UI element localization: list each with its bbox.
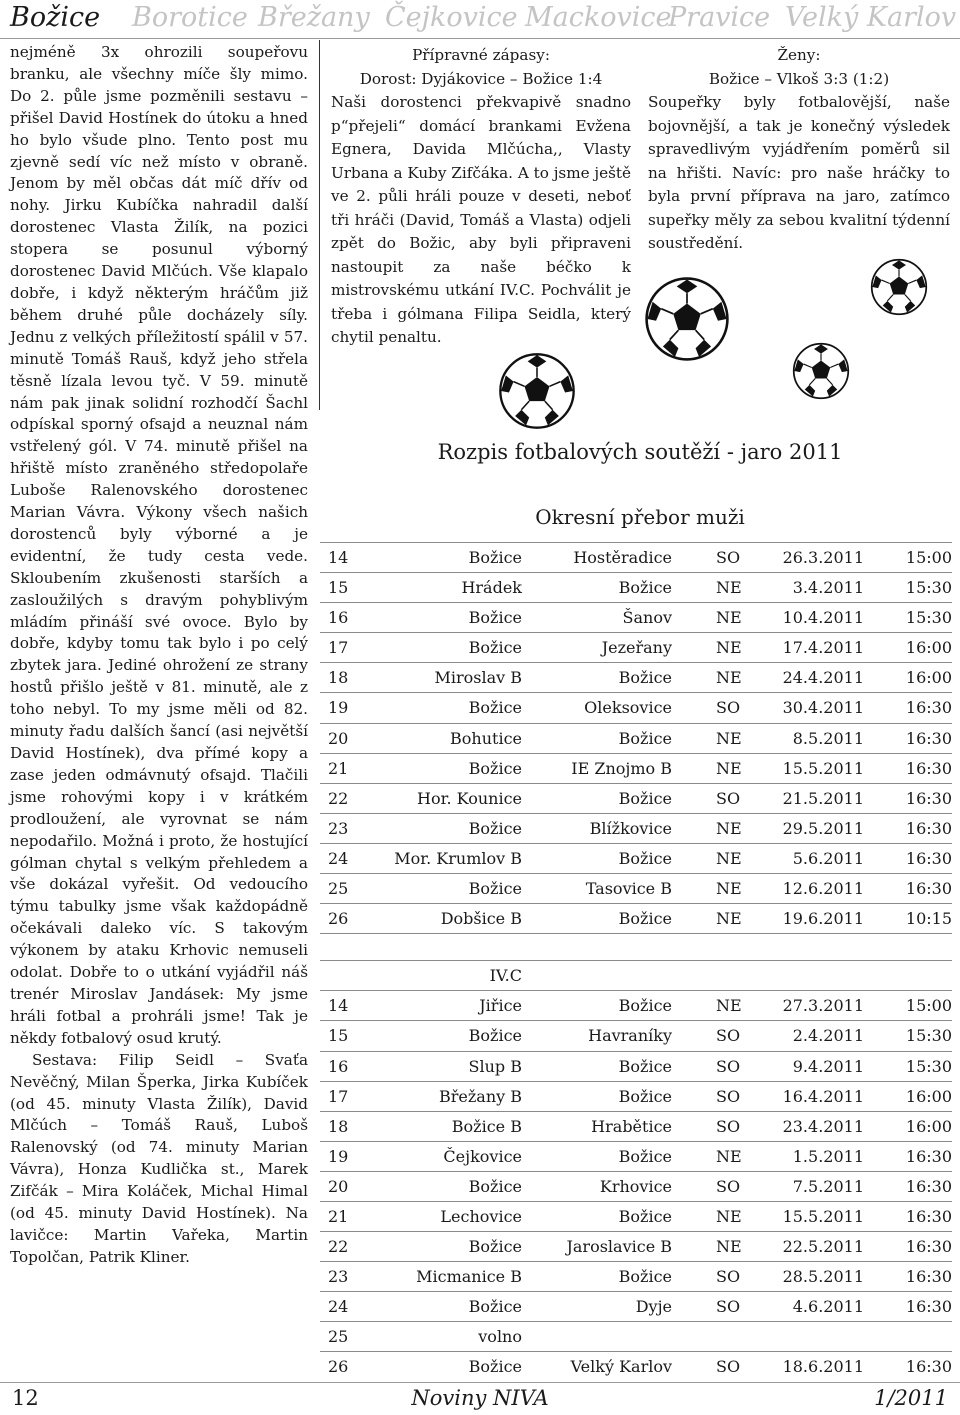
header-village-mackovice: Mackovice	[525, 2, 672, 33]
table-gap-row	[320, 934, 952, 961]
kickoff-time: 15:30	[905, 578, 952, 598]
table-row	[320, 844, 952, 874]
table-row	[320, 814, 952, 844]
round-number: 22	[328, 788, 349, 808]
home-team: Božice	[468, 758, 522, 778]
match-date: 3.4.2011	[792, 578, 864, 598]
match-date: 7.5.2011	[792, 1176, 864, 1196]
table-row	[320, 1322, 952, 1352]
away-team: Jezeřany	[601, 638, 672, 658]
women-report: Soupeřky byly fotbalovější, naše bojovnější, a tak je konečný výsledek spravedlivým vyjádřením poměrů sil na hřišti. Navíc: pro naše hráčky to byla první příprava na jaro, zatímco supeřky měly za sebou kvalitní týdenní soustředění.	[648, 93, 950, 252]
home-team: Božice	[468, 1297, 522, 1317]
round-number: 26	[328, 1357, 349, 1377]
weekday: SO	[716, 1026, 741, 1046]
table-row	[320, 1202, 952, 1232]
round-number: 14	[328, 996, 349, 1016]
round-number: 15	[328, 578, 349, 598]
away-team: Božice	[618, 848, 672, 868]
round-number: 18	[328, 668, 349, 688]
kickoff-time: 16:00	[905, 668, 952, 688]
home-team: Hrádek	[461, 578, 522, 598]
weekday: NE	[716, 1206, 742, 1226]
round-number: 25	[328, 879, 349, 899]
match-date: 24.4.2011	[782, 668, 864, 688]
round-number: 15	[328, 1026, 349, 1046]
weekday: SO	[716, 1267, 741, 1287]
home-team: Božice	[468, 1237, 522, 1257]
home-team: Lechovice	[440, 1206, 522, 1226]
schedule-subtitle: Okresní přebor muži	[535, 505, 745, 529]
category-row	[320, 961, 952, 991]
away-team: Božice	[618, 788, 672, 808]
weekday: NE	[716, 638, 742, 658]
round-number: 23	[328, 818, 349, 838]
match-date: 9.4.2011	[792, 1056, 864, 1076]
kickoff-time: 16:30	[905, 1206, 952, 1226]
kickoff-time: 16:30	[905, 1176, 952, 1196]
away-team: Božice	[618, 996, 672, 1016]
match-report-column	[10, 42, 308, 1269]
women-heading: Ženy:	[777, 46, 821, 64]
match-date: 19.6.2011	[782, 909, 864, 929]
round-number: 20	[328, 1176, 349, 1196]
header-rule	[0, 38, 960, 39]
round-number: 23	[328, 1267, 349, 1287]
weekday: SO	[716, 1357, 741, 1377]
away-team: Hostěradice	[573, 548, 672, 567]
weekday: SO	[716, 1116, 741, 1136]
table-row	[320, 633, 952, 663]
kickoff-time: 16:00	[905, 1116, 952, 1136]
kickoff-time: 16:30	[905, 848, 952, 868]
kickoff-time: 16:30	[905, 1297, 952, 1317]
women-column	[648, 44, 950, 256]
table-row	[320, 663, 952, 693]
away-team: Oleksovice	[584, 698, 672, 718]
village-header	[0, 0, 960, 38]
round-number: 24	[328, 848, 349, 868]
home-team: Břežany B	[438, 1086, 522, 1106]
football-icon	[644, 276, 730, 362]
weekday: SO	[716, 1056, 741, 1076]
football-icon	[792, 342, 850, 400]
home-team: Slup B	[468, 1056, 522, 1076]
weekday: NE	[716, 1237, 742, 1257]
kickoff-time: 16:30	[905, 728, 952, 748]
away-team: Božice	[618, 1267, 672, 1287]
kickoff-time: 16:30	[905, 698, 952, 718]
table-row	[320, 1262, 952, 1292]
away-team: Tasovice B	[585, 879, 672, 899]
friendly-matches-column	[331, 44, 631, 350]
table-row	[320, 1082, 952, 1112]
home-team: Hor. Kounice	[417, 788, 522, 808]
home-team: Božice	[468, 1357, 522, 1377]
round-number: 20	[328, 728, 349, 748]
away-team: Velký Karlov	[570, 1357, 672, 1377]
table-row	[320, 754, 952, 784]
match-date: 15.5.2011	[782, 758, 864, 778]
kickoff-time: 15:00	[905, 996, 952, 1016]
header-village-bozice: Božice	[10, 2, 101, 33]
home-team: Dobšice B	[440, 909, 522, 929]
table-row	[320, 991, 952, 1021]
weekday: NE	[716, 909, 742, 929]
kickoff-time: 16:00	[905, 638, 952, 658]
weekday: SO	[716, 548, 741, 567]
round-number: 14	[328, 548, 349, 567]
round-number: 19	[328, 698, 349, 718]
match-date: 23.4.2011	[782, 1116, 864, 1136]
round-number: 18	[328, 1116, 349, 1136]
weekday: NE	[716, 879, 742, 899]
match-date: 15.5.2011	[782, 1206, 864, 1226]
match-date: 22.5.2011	[782, 1237, 864, 1257]
away-team: Božice	[618, 728, 672, 748]
round-number: 25	[328, 1327, 349, 1347]
round-number: 17	[328, 1086, 349, 1106]
friendly-heading: Přípravné zápasy:	[412, 46, 550, 64]
page-number: 12	[12, 1386, 39, 1410]
schedule-title: Rozpis fotbalových soutěží - jaro 2011	[437, 440, 843, 464]
home-team: Božice	[468, 818, 522, 838]
round-number: 16	[328, 608, 349, 628]
home-team: Jiřice	[479, 996, 522, 1016]
match-report-text: nejméně 3x ohrozili soupeřovu branku, ale všechny míče šly mimo. Do 2. půle jsme pozměnili sestavu – přišel David Hostínek do útoku a hned ho bylo všude plno. Tento post mu zjevně sedí víc než místo v obraně. Jenom by měl občas dát míč dřív od nohy. Jirku Kubíčka nahradil další dorostenec Vlasta Žilík, na pozici stopera se posunul výborný dorostenec David Mlčúch. Vše klapalo dobře, i když některým hráčům již během druhé půle docházely síly. Jednu z velkých příležitostí spálil v 57. minutě Tomáš Rauš, když jeho střela těsně lízala levou tyč. V 59. minutě nám pak jinak solidní rozhodčí Šachl odpískal sporný ofsajd a neuznal nám vstřelený gól. V 74. minutě přišel na hřiště místo zraněného středopolaře Luboše Ralenovského dorostenec Marian Vávra. Výkony všech našich dorostenců byly výborné a je evidentní, že tudy cesta vede. Skloubením zkušenosti starších a zasloužilých s dravým pohyblivým mládím přináší své ovoce. Bylo by dobře, kdyby tomu tak bylo i po celý zbytek jara. Jediné ohrožení ze strany hostů přišlo ještě v 81. minutě, ale z toho nebyl. To my jsme měli od 82. minuty řadu dalších šancí (asi největší David Hostínek), dva přímé kopy a zase jeden odmávnutý ofsajd. Tlačili jsme rohovými kopy i v krátkém prodloužení, ale vyrovnat se nám nepodařilo. Možná i proto, že hostující gólman chytal s velkým přehledem a vše dokázal vyřešit. Od vedoucího týmu tabulky jsme však každopádně očekávali daleko víc. S takovým výkonem by ataku Krhovic nemuseli odolat. Dobře to o utkání vyjádřil náš trenér Miroslav Jandásek: My jsme hráli fotbal a prohráli jsme! Tak je někdy fotbalový osud krutý.	[10, 43, 308, 1047]
header-village-velky-karlov: Velký Karlov	[785, 2, 957, 33]
weekday: SO	[716, 1297, 741, 1317]
match-date: 12.6.2011	[782, 879, 864, 899]
table-row	[320, 1021, 952, 1051]
match-date: 10.4.2011	[782, 608, 864, 628]
away-team: Božice	[618, 1056, 672, 1076]
kickoff-time: 16:30	[905, 818, 952, 838]
away-team: Božice	[618, 1146, 672, 1166]
match-date: 29.5.2011	[782, 818, 864, 838]
junior-result: Dorost: Dyjákovice – Božice 1:4	[359, 69, 603, 88]
weekday: NE	[716, 848, 742, 868]
round-number: 21	[328, 1206, 349, 1226]
home-team: Božice B	[451, 1116, 522, 1136]
round-number: 16	[328, 1056, 349, 1076]
football-icon	[498, 352, 576, 430]
away-team: Hrabětice	[591, 1116, 672, 1136]
weekday: NE	[716, 758, 742, 778]
match-date: 2.4.2011	[792, 1026, 864, 1046]
away-team: Božice	[618, 1086, 672, 1106]
round-number: 26	[328, 909, 349, 929]
away-team: IE Znojmo B	[571, 758, 672, 778]
kickoff-time: 16:30	[905, 1146, 952, 1166]
header-village-cejkovice: Čejkovice	[385, 2, 518, 33]
schedule-table	[320, 542, 952, 1383]
match-date: 5.6.2011	[792, 848, 864, 868]
table-row	[320, 1172, 952, 1202]
table-row	[320, 904, 952, 934]
away-team: Božice	[618, 1206, 672, 1226]
kickoff-time: 16:30	[905, 788, 952, 808]
table-row	[320, 542, 952, 573]
table-row	[320, 693, 952, 723]
away-team: Jaroslavice B	[566, 1237, 672, 1257]
newspaper-title: Noviny NIVA	[411, 1386, 549, 1410]
away-team: Havraníky	[588, 1026, 672, 1046]
weekday: SO	[716, 1176, 741, 1196]
weekday: SO	[716, 698, 741, 718]
kickoff-time: 10:15	[905, 909, 952, 929]
kickoff-time: 16:30	[905, 758, 952, 778]
weekday: NE	[716, 996, 742, 1016]
weekday: NE	[716, 818, 742, 838]
home-team: Čejkovice	[443, 1146, 522, 1166]
match-date: 4.6.2011	[792, 1297, 864, 1317]
away-team: Božice	[618, 909, 672, 929]
women-result: Božice – Vlkoš 3:3 (1:2)	[708, 69, 890, 88]
match-date: 17.4.2011	[782, 638, 864, 658]
away-team: Šanov	[622, 608, 672, 628]
weekday: NE	[716, 728, 742, 748]
kickoff-time: 15:30	[905, 608, 952, 628]
weekday: NE	[716, 668, 742, 688]
home-team: Božice	[468, 638, 522, 658]
kickoff-time: 16:30	[905, 879, 952, 899]
away-team: Božice	[618, 668, 672, 688]
weekday: SO	[716, 1086, 741, 1106]
match-date: 1.5.2011	[792, 1146, 864, 1166]
away-team: Blížkovice	[589, 818, 672, 838]
weekday: NE	[716, 608, 742, 628]
footer-rule	[0, 1382, 960, 1383]
match-date: 28.5.2011	[782, 1267, 864, 1287]
football-icon	[870, 258, 928, 316]
table-row	[320, 1052, 952, 1082]
kickoff-time: 15:30	[905, 1056, 952, 1076]
home-team: volno	[478, 1327, 522, 1347]
table-row	[320, 1112, 952, 1142]
table-row	[320, 573, 952, 603]
match-date: 8.5.2011	[792, 728, 864, 748]
match-date: 18.6.2011	[782, 1357, 864, 1377]
kickoff-time: 15:00	[905, 548, 952, 567]
away-team: Krhovice	[599, 1176, 672, 1196]
match-date: 30.4.2011	[782, 698, 864, 718]
table-row	[320, 724, 952, 754]
match-date: 16.4.2011	[782, 1086, 864, 1106]
match-date: 21.5.2011	[782, 788, 864, 808]
table-row	[320, 1292, 952, 1322]
header-village-pravice: Pravice	[668, 2, 771, 33]
header-village-brezany: Břežany	[258, 2, 370, 33]
table-row	[320, 1232, 952, 1262]
home-team: Božice	[468, 548, 522, 567]
kickoff-time: 16:30	[905, 1237, 952, 1257]
table-row	[320, 603, 952, 633]
lineup-text: Sestava: Filip Seidl – Svaťa Nevěčný, Milan Šperka, Jirka Kubíček (od 45. minuty Vlasta Žilík), David Mlčúch – Tomáš Rauš, Luboš Ralenovský (od 74. minuty Marian Vávra), Honza Kudlička st., Marek Zifčák – Mira Koláček, Michal Himal (od 45. minuty David Hostínek). Na lavičce: Martin Vařeka, Martin Topolčan, Patrik Kliner.	[10, 1050, 308, 1266]
home-team: Božice	[468, 698, 522, 718]
table-row	[320, 1142, 952, 1172]
table-row	[320, 874, 952, 904]
away-team: Božice	[618, 578, 672, 598]
home-team: Mor. Krumlov B	[394, 848, 522, 868]
round-number: 21	[328, 758, 349, 778]
kickoff-time: 16:30	[905, 1357, 952, 1377]
kickoff-time: 15:30	[905, 1026, 952, 1046]
column-divider	[319, 40, 320, 410]
table-row	[320, 1352, 952, 1382]
match-date: 26.3.2011	[782, 548, 864, 567]
home-team: Božice	[468, 879, 522, 899]
table-row	[320, 784, 952, 814]
home-team: Miroslav B	[434, 668, 522, 688]
weekday: SO	[716, 788, 741, 808]
match-date: 27.3.2011	[782, 996, 864, 1016]
round-number: 22	[328, 1237, 349, 1257]
round-number: 17	[328, 638, 349, 658]
weekday: NE	[716, 1146, 742, 1166]
home-team: Božice	[468, 1176, 522, 1196]
junior-report: Naši dorostenci překvapivě snadno p“přejeli“ domácí brankami Evžena Egnera, Davida Mlčúcha,, Vlasty Urbana a Kuby Zifčáka. A to jsme ještě ve 2. půli hráli pouze v deseti, neboť tři hráči (David, Tomáš a Vlasta) odjeli zpět do Božic, aby byli připraveni nastoupit za naše béčko k mistrovskému utkání IV.C. Pochválit je třeba i gólmana Filipa Seidla, který chytil penaltu.	[331, 93, 631, 346]
home-team: Božice	[468, 1026, 522, 1046]
home-team: Božice	[468, 608, 522, 628]
header-village-borotice: Borotice	[132, 2, 248, 33]
issue-number: 1/2011	[874, 1386, 948, 1410]
round-number: 24	[328, 1297, 349, 1317]
home-team: Micmanice B	[416, 1267, 522, 1287]
home-team: Bohutice	[450, 728, 522, 748]
away-team: Dyje	[635, 1297, 672, 1317]
round-number: 19	[328, 1146, 349, 1166]
category-label: IV.C	[489, 966, 522, 986]
weekday: NE	[716, 578, 742, 598]
kickoff-time: 16:00	[905, 1086, 952, 1106]
kickoff-time: 16:30	[905, 1267, 952, 1287]
